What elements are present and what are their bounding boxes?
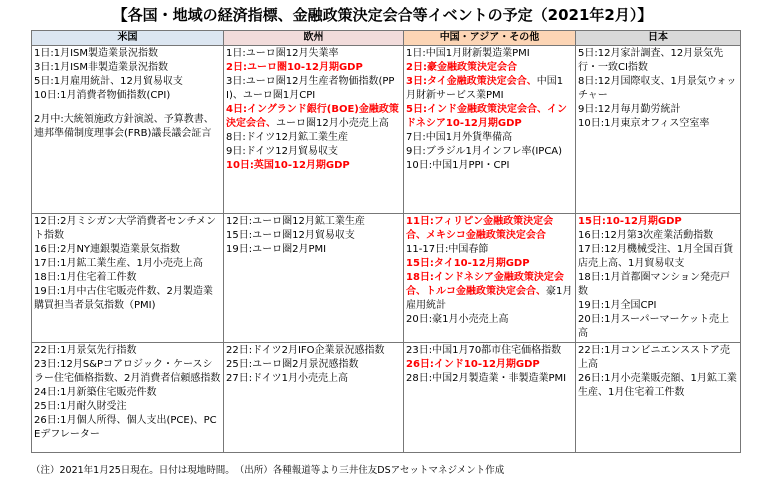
- event-line: [34, 47, 221, 61]
- event-item: 1日:中国1月財新製造業PMI: [406, 48, 530, 59]
- event-line: [406, 257, 573, 271]
- cell-japan: [576, 46, 741, 214]
- event-item: 7日:中国1月外貨準備高: [406, 132, 513, 143]
- table-header-row: [32, 31, 741, 46]
- event-item: 9日:12月毎月勤労統計: [578, 104, 681, 115]
- event-line: [34, 75, 221, 89]
- event-item: 3日:1月ISM非製造業景況指数: [34, 62, 169, 73]
- cell-europe: [224, 214, 404, 343]
- event-item: 27日:ドイツ1月小売売上高: [226, 373, 348, 384]
- event-item: 28日:中国2月製造業・非製造業PMI: [406, 373, 567, 384]
- event-line: [406, 159, 573, 173]
- event-item: 22日:1月コンビニエンスストア売上高: [578, 345, 730, 370]
- event-item: 17日:12月機械受注、1月全国百貨店売上高、1月貿易収支: [578, 244, 734, 269]
- cell-us: [32, 343, 224, 453]
- event-item: 8日:ドイツ12月鉱工業生産: [226, 132, 348, 143]
- event-line: [34, 257, 221, 271]
- event-item: 24日:1月新築住宅販売件数: [34, 387, 157, 398]
- event-item: [34, 103, 221, 113]
- event-line: [406, 75, 573, 103]
- event-item: 3日:タイ金融政策決定会合、: [406, 76, 537, 87]
- event-item: 2月中:大統領施政方針演説、予算教書、連邦準備制度理事会(FRB)議長議会証言: [34, 114, 214, 139]
- event-line: [34, 243, 221, 257]
- event-item: 5日:1月雇用統計、12月貿易収支: [34, 76, 183, 87]
- cell-us: [32, 214, 224, 343]
- event-line: [226, 358, 401, 372]
- event-line: [406, 358, 573, 372]
- event-line: [34, 386, 221, 400]
- page-title: 【各国・地域の経済指標、金融政策決定会合等イベントの予定（2021年2月）】: [112, 6, 653, 24]
- event-item: 豪1月雇用統計: [406, 286, 573, 311]
- event-item: 19日:ユーロ圏2月PMI: [226, 244, 327, 255]
- event-line: [406, 271, 573, 313]
- event-item: 10日:英国10-12月期GDP: [226, 160, 350, 171]
- event-item: 22日:1月景気先行指数: [34, 345, 137, 356]
- event-item: 8日:12月国際収支、1月景気ウォッチャー: [578, 76, 737, 101]
- event-line: [226, 61, 401, 75]
- event-line: [226, 243, 401, 257]
- cell-asia: [404, 343, 576, 453]
- column-header-europe: 欧州: [224, 31, 404, 46]
- event-item: 9日:ブラジル1月インフレ率(IPCA): [406, 146, 563, 157]
- event-line: [34, 414, 221, 442]
- event-item: 4日:イングランド銀行(BOE)金融政策決定会合、: [226, 104, 399, 129]
- event-item: 5日:インド金融政策決定会合、インドネシア10-12月期GDP: [406, 104, 567, 129]
- cell-europe: [224, 343, 404, 453]
- event-line: [578, 313, 738, 341]
- table-row: [32, 343, 741, 453]
- event-item: 15日:タイ10-12月期GDP: [406, 258, 530, 269]
- event-line: [578, 243, 738, 271]
- event-item: 26日:1月小売業販売額、1月鉱工業生産、1月住宅着工件数: [578, 373, 737, 398]
- event-line: [578, 229, 738, 243]
- column-header-asia: 中国・アジア・その他: [404, 31, 576, 46]
- event-item: 20日:豪1月小売売上高: [406, 314, 509, 325]
- event-line: [578, 75, 738, 103]
- column-header-japan: 日本: [576, 31, 741, 46]
- event-line: [34, 89, 221, 103]
- event-line: [578, 117, 738, 131]
- event-line: [226, 145, 401, 159]
- event-line: [34, 285, 221, 313]
- event-line: [34, 215, 221, 243]
- event-item: 中国1月財新サービス業PMI: [406, 76, 564, 101]
- event-item: 20日:1月スーパーマーケット売上高: [578, 314, 729, 339]
- event-item: ユーロ圏12月小売売上高: [276, 118, 389, 129]
- event-item: 22日:ドイツ2月IFO企業景況感指数: [226, 345, 385, 356]
- table-row: [32, 214, 741, 343]
- event-line: [226, 75, 401, 103]
- cell-japan: [576, 214, 741, 343]
- event-line: [226, 229, 401, 243]
- event-line: [578, 271, 738, 299]
- event-line: [406, 313, 573, 327]
- event-item: 15日:10-12月期GDP: [578, 216, 682, 227]
- event-item: 16日:2月NY連銀製造業景気指数: [34, 244, 181, 255]
- event-item: 2日:豪金融政策決定会合: [406, 62, 517, 73]
- event-line: [578, 372, 738, 400]
- event-item: 25日:1月耐久財受注: [34, 401, 127, 412]
- event-line: [406, 243, 573, 257]
- event-line: [34, 61, 221, 75]
- event-item: 23日:中国1月70都市住宅価格指数: [406, 345, 562, 356]
- event-item: 2日:ユーロ圏10-12月期GDP: [226, 62, 363, 73]
- event-line: [226, 215, 401, 229]
- event-item: 15日:ユーロ圏12月貿易収支: [226, 230, 355, 241]
- event-item: 11-17日:中国春節: [406, 244, 489, 255]
- event-item: 18日:インドネシア金融政策決定会合、トルコ金融政策決定会合、: [406, 272, 564, 297]
- event-line: [226, 103, 401, 131]
- event-line: [226, 372, 401, 386]
- event-item: 25日:ユーロ圏2月景況感指数: [226, 359, 359, 370]
- event-item: 23日:12月S&Pコアロジック・ケースシラー住宅価格指数、2月消費者信頼感指数: [34, 359, 221, 384]
- event-item: 10日:1月消費者物価指数(CPI): [34, 90, 171, 101]
- event-item: 12日:ユーロ圏12月鉱工業生産: [226, 216, 365, 227]
- event-item: 18日:1月住宅着工件数: [34, 272, 137, 283]
- event-line: [34, 358, 221, 386]
- event-line: [578, 299, 738, 313]
- cell-asia: [404, 214, 576, 343]
- event-item: 26日:インド10-12月期GDP: [406, 359, 540, 370]
- event-line: [34, 400, 221, 414]
- event-line: [406, 215, 573, 243]
- event-line: [406, 47, 573, 61]
- event-line: [406, 145, 573, 159]
- event-line: [578, 344, 738, 372]
- cell-japan: [576, 343, 741, 453]
- event-item: 18日:1月首都圏マンション発売戸数: [578, 272, 731, 297]
- event-item: 5日:12月家計調査、12月景気先行・一致CI指数: [578, 48, 724, 73]
- event-line: [578, 215, 738, 229]
- event-item: 16日:12月第3次産業活動指数: [578, 230, 714, 241]
- event-line: [226, 47, 401, 61]
- event-line: [578, 103, 738, 117]
- event-item: 1日:1月ISM製造業景況指数: [34, 48, 159, 59]
- footnote: （注）2021年1月25日現在。日付は現地時間。 （出所）各種報道等より三井住友DSアセットマネジメント作成: [31, 465, 505, 476]
- event-item: 3日:ユーロ圏12月生産者物価指数(PPI)、ユーロ圏1月CPI: [226, 76, 395, 101]
- event-line: [406, 372, 573, 386]
- event-item: 11日:フィリピン金融政策決定会合、メキシコ金融政策決定会合: [406, 216, 554, 241]
- event-line: [226, 159, 401, 173]
- event-item: 17日:1月鉱工業生産、1月小売売上高: [34, 258, 203, 269]
- event-item: 19日:1月全国CPI: [578, 300, 657, 311]
- event-item: 19日:1月中古住宅販売件数、2月製造業購買担当者景気指数（PMI): [34, 286, 213, 311]
- event-item: 10日:中国1月PPI・CPI: [406, 160, 510, 171]
- event-item: 9日:ドイツ12月貿易収支: [226, 146, 338, 157]
- column-header-us: 米国: [32, 31, 224, 46]
- event-item: 10日:1月東京オフィス空室率: [578, 118, 710, 129]
- cell-europe: [224, 46, 404, 214]
- event-line: [34, 113, 221, 141]
- event-line: [406, 61, 573, 75]
- cell-asia: [404, 46, 576, 214]
- cell-us: [32, 46, 224, 214]
- event-item: 26日:1月個人所得、個人支出(PCE)、PCEデフレーター: [34, 415, 217, 440]
- table-row: [32, 46, 741, 214]
- event-item: 12日:2月ミシガン大学消費者センチメント指数: [34, 216, 217, 241]
- event-line: [34, 271, 221, 285]
- event-schedule-table: [31, 30, 741, 453]
- event-line: [578, 47, 738, 75]
- event-line: [34, 344, 221, 358]
- event-line: [226, 131, 401, 145]
- event-line: [406, 344, 573, 358]
- event-line: [226, 344, 401, 358]
- event-line: [406, 131, 573, 145]
- event-item: 1日:ユーロ圏12月失業率: [226, 48, 339, 59]
- event-line: [406, 103, 573, 131]
